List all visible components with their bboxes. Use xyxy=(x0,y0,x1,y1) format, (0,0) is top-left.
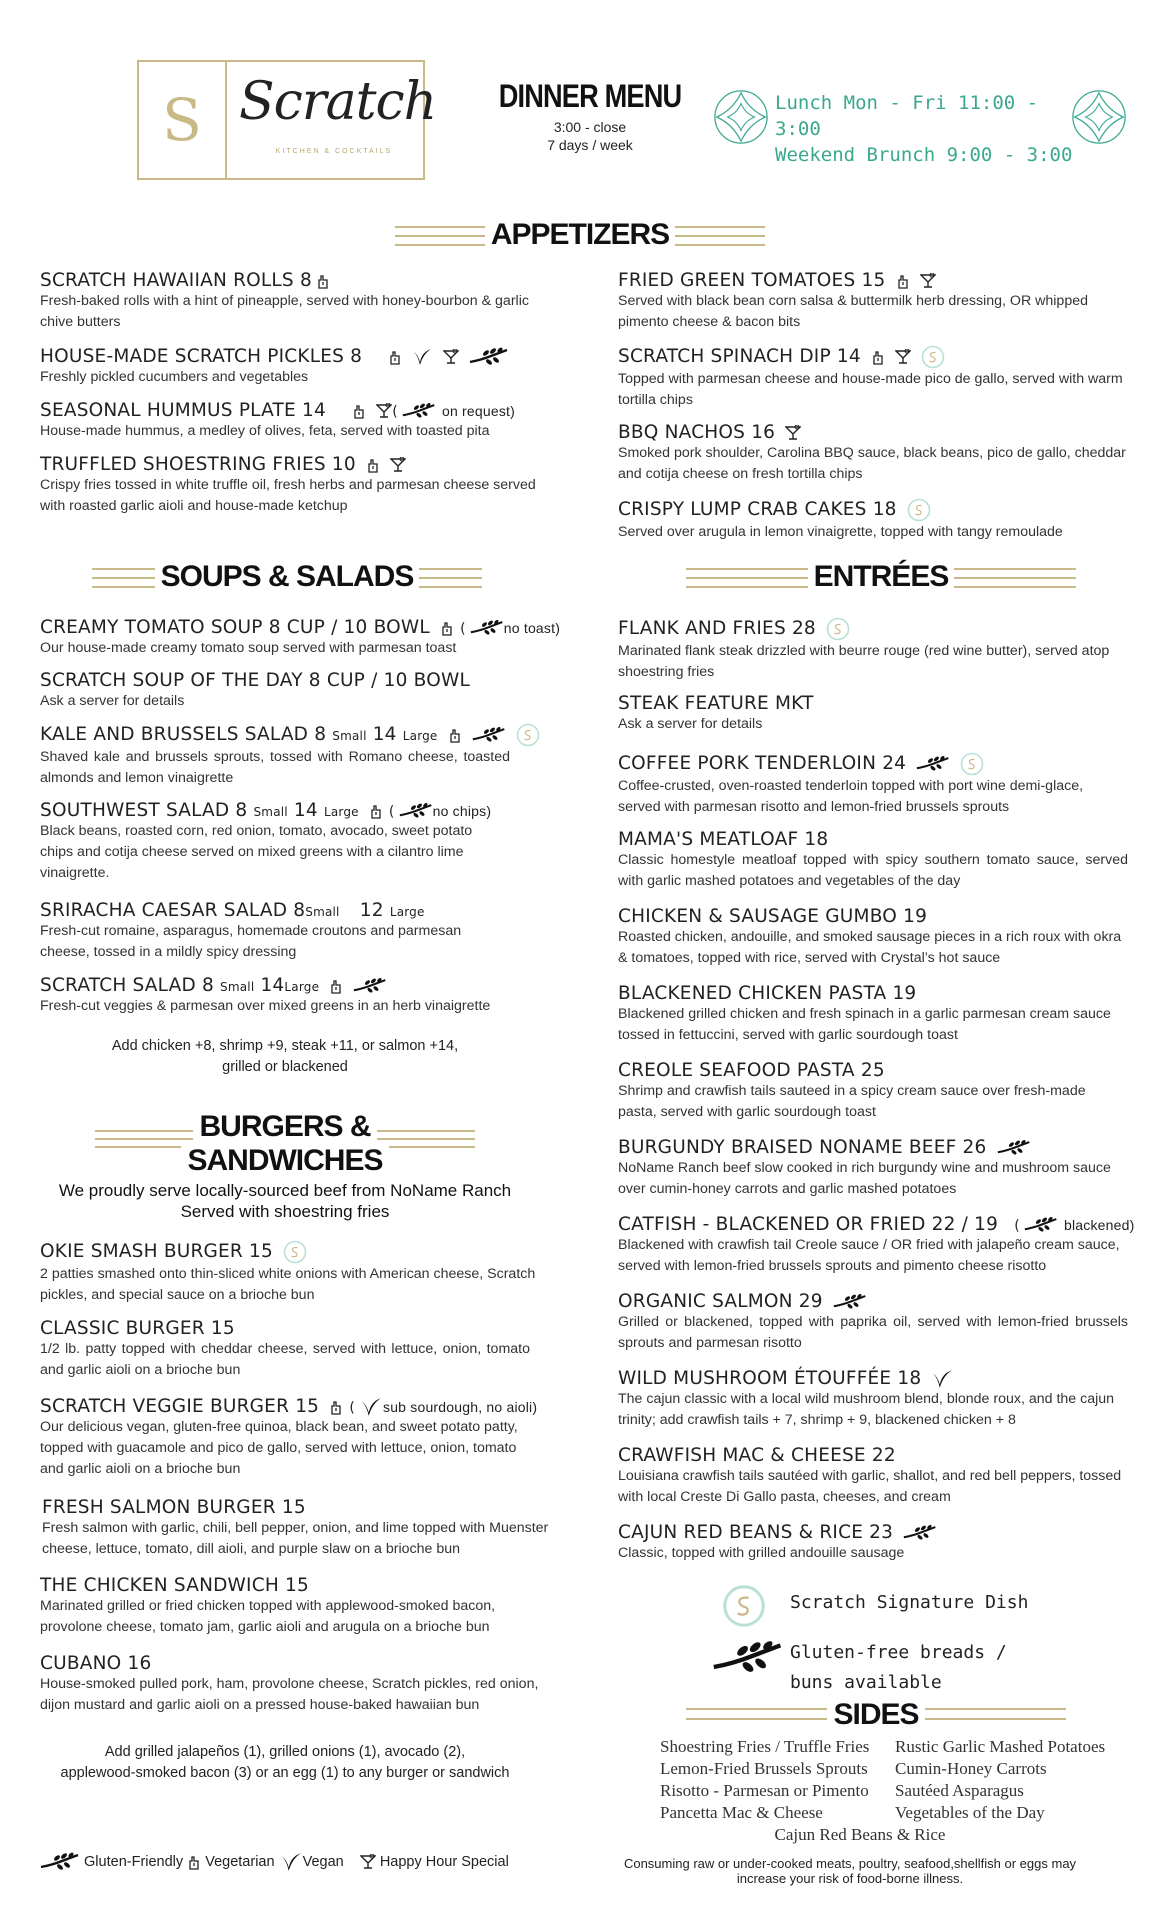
item-name: CRISPY LUMP CRAB CAKES 18 xyxy=(618,499,897,520)
item-note: sub sourdough, no aioli) xyxy=(383,1399,538,1415)
vegetarian-icon xyxy=(352,403,366,419)
lunch-hours: Lunch Mon - Fri 11:00 - 3:00 xyxy=(775,92,1039,140)
vegetarian-icon xyxy=(388,349,402,365)
list-item: Sautéed Asparagus xyxy=(895,1781,1024,1800)
signature-dish-icon xyxy=(826,617,850,641)
signature-dish-icon xyxy=(960,752,984,776)
item-name: ORGANIC SALMON 29 xyxy=(618,1291,823,1312)
menu-item xyxy=(40,1575,540,1638)
menu-item: CREAMY TOMATO SOUP 8 CUP / 10 BOWL ( no toast) Our house-made creamy tomato soup served with parmesan toast xyxy=(40,617,560,659)
item-description: Coffee-crusted, oven-roasted tenderloin topped with port wine demi-glace, served with parmesan risotto and lemon-fried brussels sprouts xyxy=(618,778,1084,815)
size-small: Small xyxy=(220,980,255,994)
burgers-intro: We proudly serve locally-sourced beef from NoName Ranch Served with shoestring fries xyxy=(58,1181,512,1221)
menu-item xyxy=(40,1240,540,1306)
item-name: MAMA'S MEATLOAF 18 xyxy=(618,829,829,850)
salad-addons: Add chicken +8, shrimp +9, steak +11, or salmon +14, grilled or blackened xyxy=(111,1038,459,1075)
item-note: no chips) xyxy=(432,803,492,819)
menu-item: SEASONAL HUMMUS PLATE 14 ( on request) House-made hummus, a medley of olives, feta, served with toasted pita xyxy=(40,400,560,442)
item-description: Blackened with crawfish tail Creole sauce / OR fried with jalapeño cream sauce, served with lemon-fried brussels sprouts and pimento cheese risotto xyxy=(618,1237,1120,1274)
page-title: DINNER MENU xyxy=(498,78,682,114)
item-description: Marinated flank steak drizzled with beurre rouge (red wine butter), served atop shoestring fries xyxy=(618,643,1110,680)
menu-item xyxy=(618,906,1128,969)
item-name: SCRATCH HAWAIIAN ROLLS 8 xyxy=(40,270,312,291)
item-name: CRAWFISH MAC & CHEESE 22 xyxy=(618,1445,896,1466)
item-description: Marinated grilled or fried chicken topped with applewood-smoked bacon, provolone cheese, tomato jam, garlic aioli and arugula on a brioche bun xyxy=(40,1598,496,1635)
menu-item xyxy=(40,1318,530,1381)
menu-item xyxy=(618,983,1128,1046)
menu-item xyxy=(618,422,1128,485)
lunch-brunch-hours xyxy=(775,90,1075,168)
item-name: CUBANO 16 xyxy=(40,1653,152,1674)
item-name: SCRATCH SALAD 8 xyxy=(40,975,214,996)
vegetarian-icon xyxy=(871,349,885,365)
vegan-icon xyxy=(279,1852,303,1872)
menu-item xyxy=(618,1060,1128,1123)
menu-item xyxy=(618,1368,1128,1431)
section-heading-sides: SIDES xyxy=(686,1698,1066,1732)
logo-tagline: KITCHEN & COCKTAILS xyxy=(275,148,393,155)
item-description: Classic, topped with grilled andouille sausage xyxy=(618,1545,905,1561)
section-heading-burgers: BURGERS & SANDWICHES xyxy=(95,1110,475,1182)
list-item: Shoestring Fries / Truffle Fries xyxy=(660,1737,870,1756)
item-name: SRIRACHA CAESAR SALAD xyxy=(40,900,288,921)
signature-dish-icon xyxy=(283,1240,307,1264)
happy-hour-icon xyxy=(920,273,936,289)
item-name: BBQ NACHOS 16 xyxy=(618,422,776,443)
item-description: Crispy fries tossed in white truffle oil, fresh herbs and parmesan cheese served with roasted garlic aioli and house-made ketchup xyxy=(40,477,536,514)
item-description: Served over arugula in lemon vinaigrette, topped with tangy remoulade xyxy=(618,524,1063,540)
item-description: The cajun classic with a local wild mushroom blend, blonde roux, and the cajun trinity; add crawfish tails + 7, shrimp + 9, blackened chicken + 8 xyxy=(618,1391,1115,1428)
logo-divider xyxy=(225,62,227,178)
menu-item xyxy=(618,693,1128,735)
menu-item xyxy=(618,270,1128,333)
item-name: SCRATCH VEGGIE BURGER 15 xyxy=(40,1396,320,1417)
size-small: Small xyxy=(332,729,367,743)
vegan-icon xyxy=(412,348,432,366)
vegan-icon xyxy=(931,1369,953,1389)
menu-item xyxy=(40,454,560,517)
item-name: CREOLE SEAFOOD PASTA 25 xyxy=(618,1060,885,1081)
item-description: Fresh-cut veggies & parmesan over mixed greens in an herb vinaigrette xyxy=(40,998,491,1014)
gluten-friendly-icon xyxy=(469,347,509,367)
item-name: THE CHICKEN SANDWICH 15 xyxy=(40,1575,309,1596)
item-name: OKIE SMASH BURGER 15 xyxy=(40,1241,274,1262)
item-name: TRUFFLED SHOESTRING FRIES 10 xyxy=(40,454,356,475)
gluten-friendly-icon xyxy=(1024,1216,1058,1234)
price-large: 14 xyxy=(372,724,397,745)
item-name: CLASSIC BURGER 15 xyxy=(40,1318,235,1339)
menu-item xyxy=(40,975,510,1017)
gluten-friendly-icon xyxy=(997,1139,1031,1157)
item-name: COFFEE PORK TENDERLOIN 24 xyxy=(618,753,907,774)
menu-item xyxy=(40,900,510,963)
menu-item xyxy=(618,752,1128,818)
item-description: Our house-made creamy tomato soup served with parmesan toast xyxy=(40,640,457,656)
menu-item xyxy=(618,1445,1128,1508)
size-large: Large xyxy=(323,805,359,819)
item-description: Blackened grilled chicken and fresh spinach in a garlic parmesan cream sauce tossed in fettuccini, served with garlic sourdough toast xyxy=(618,1006,1111,1043)
ornament-right-icon xyxy=(1070,88,1128,146)
item-name: CAJUN RED BEANS & RICE 23 xyxy=(618,1522,894,1543)
price-large: 14 xyxy=(260,975,285,996)
logo-monogram: S xyxy=(162,86,202,154)
gluten-friendly-icon xyxy=(40,1852,80,1872)
list-item: Rustic Garlic Mashed Potatoes xyxy=(895,1737,1106,1756)
menu-item xyxy=(618,617,1128,683)
item-name: HOUSE-MADE SCRATCH PICKLES 8 xyxy=(40,346,363,367)
hours-block xyxy=(470,118,710,154)
section-heading-appetizers: APPETIZERS xyxy=(395,218,765,252)
list-item: Pancetta Mac & Cheese xyxy=(660,1803,823,1822)
item-description: Grilled or blackened, topped with paprika oil, served with lemon-fried brussels sprouts and parmesan risotto xyxy=(618,1314,1128,1351)
food-safety-disclaimer: Consuming raw or under-cooked meats, poultry, seafood,shellfish or eggs may increase your risk of food-borne illness. xyxy=(623,1856,1077,1886)
item-name: BLACKENED CHICKEN PASTA 19 xyxy=(618,983,917,1004)
item-name: KALE AND BRUSSELS SALAD 8 xyxy=(40,724,327,745)
key-gluten-free-label: Gluten-free breads / buns available xyxy=(790,1642,1007,1693)
item-note: on request) xyxy=(441,403,516,419)
item-description: Fresh-cut romaine, asparagus, homemade croutons and parmesan cheese, tossed in a mildly spicy dressing xyxy=(40,923,462,960)
logo xyxy=(137,60,437,180)
item-name: SOUTHWEST SALAD 8 xyxy=(40,800,248,821)
vegetarian-icon xyxy=(366,457,380,473)
list-item: Cumin-Honey Carrots xyxy=(895,1759,1047,1778)
menu-item xyxy=(40,270,560,333)
price-large: 12 xyxy=(359,900,384,921)
size-small: Small xyxy=(253,805,288,819)
menu-item xyxy=(40,1653,550,1716)
menu-item xyxy=(40,723,510,789)
price-large: 14 xyxy=(293,800,318,821)
sides-list-left xyxy=(660,1736,890,1824)
gluten-friendly-icon xyxy=(833,1293,867,1311)
happy-hour-icon xyxy=(360,1854,376,1870)
item-name: CREAMY TOMATO SOUP 8 CUP / 10 BOWL xyxy=(40,617,430,638)
item-name: SCRATCH SOUP OF THE DAY 8 CUP / 10 BOWL xyxy=(40,670,470,691)
item-description: House-made hummus, a medley of olives, feta, served with toasted pita xyxy=(40,423,490,439)
vegetarian-icon xyxy=(329,978,343,994)
size-large: Large xyxy=(402,729,438,743)
size-small: Small xyxy=(305,905,340,919)
gluten-friendly-icon xyxy=(470,619,504,637)
gluten-friendly-icon xyxy=(916,755,950,773)
item-description: Ask a server for details xyxy=(618,716,763,732)
gluten-friendly-icon xyxy=(353,977,387,995)
item-description: House-smoked pulled pork, ham, provolone cheese, Scratch pickles, red onion, dijon mustard and garlic aioli on a pressed house-baked hawaiian bun xyxy=(40,1676,539,1713)
menu-item xyxy=(618,345,1128,411)
section-heading-entrees: ENTRÉES xyxy=(686,560,1076,594)
item-name: FRIED GREEN TOMATOES 15 xyxy=(618,270,886,291)
hours-days: 7 days / week xyxy=(547,137,633,153)
key-signature-label: Scratch Signature Dish xyxy=(790,1592,1029,1613)
item-description: Fresh salmon with garlic, chili, bell pepper, onion, and lime topped with Muenster cheese, lettuce, tomato, dill aioli, and purple slaw on a brioche bun xyxy=(42,1520,549,1557)
gluten-friendly-icon xyxy=(712,1640,784,1676)
item-name: CHICKEN & SAUSAGE GUMBO 19 xyxy=(618,906,928,927)
menu-item xyxy=(618,1522,1128,1564)
vegetarian-icon xyxy=(329,1399,343,1415)
vegetarian-icon xyxy=(187,1854,201,1870)
menu-item: SCRATCH VEGGIE BURGER 15 ( sub sourdough, no aioli) Our delicious vegan, gluten-free quinoa, black bean, and sweet potato patty, topped with guacamole and pico de gallo, served with lettuce, onion, tomato and garlic aioli on a brioche bun xyxy=(40,1396,540,1480)
size-large: Large xyxy=(389,905,425,919)
list-item: Lemon-Fried Brussels Sprouts xyxy=(660,1759,868,1778)
item-description: 2 patties smashed onto thin-sliced white onions with American cheese, Scratch pickles, and special sauce on a brioche bun xyxy=(40,1266,536,1303)
item-description: Our delicious vegan, gluten-free quinoa, black bean, and sweet potato patty, topped with guacamole and pico de gallo, served with lettuce, onion, tomato and garlic aioli on a brioche bun xyxy=(40,1419,518,1477)
vegetarian-icon xyxy=(369,803,383,819)
ornament-left-icon xyxy=(712,88,770,146)
menu-item xyxy=(40,670,560,712)
item-description: Roasted chicken, andouille, and smoked sausage pieces in a rich roux with okra & tomatoes, topped with rice, served with Crystal’s hot sauce xyxy=(618,929,1122,966)
price-small: 8 xyxy=(293,900,306,921)
happy-hour-icon xyxy=(443,349,459,365)
item-name: BURGUNDY BRAISED NONAME BEEF 26 xyxy=(618,1137,987,1158)
item-name: FLANK AND FRIES 28 xyxy=(618,618,816,639)
gluten-friendly-icon xyxy=(399,802,433,820)
happy-hour-icon xyxy=(895,349,911,365)
happy-hour-icon xyxy=(785,425,801,441)
happy-hour-icon xyxy=(376,403,392,419)
list-item: Risotto - Parmesan or Pimento xyxy=(660,1781,869,1800)
vegetarian-icon xyxy=(316,273,330,289)
item-note: no toast) xyxy=(503,620,561,636)
item-description: 1/2 lb. patty topped with cheddar cheese, served with lettuce, onion, tomato and garlic aioli on a brioche bun xyxy=(40,1341,530,1378)
signature-dish-icon xyxy=(907,498,931,522)
size-large: Large xyxy=(284,980,320,994)
item-description: Smoked pork shoulder, Carolina BBQ sauce, black beans, pico de gallo, cheddar and cotija cheese on fresh tortilla chips xyxy=(618,445,1126,482)
menu-item: CATFISH - BLACKENED OR FRIED 22 / 19 ( blackened) Blackened with crawfish tail Creole sauce / OR fried with jalapeño cream sauce, served with lemon-fried brussels sprouts and pimento cheese risotto xyxy=(618,1214,1128,1277)
item-name: SEASONAL HUMMUS PLATE 14 xyxy=(40,400,326,421)
item-description: Fresh-baked rolls with a hint of pineapple, served with honey-bourbon & garlic chive butters xyxy=(40,293,529,330)
vegetarian-icon xyxy=(448,727,462,743)
vegan-icon xyxy=(359,1397,383,1417)
item-description: NoName Ranch beef slow cooked in rich burgundy wine and mushroom sauce over cumin-honey carrots and garlic mashed potatoes xyxy=(618,1160,1111,1197)
item-description: Topped with parmesan cheese and house-made pico de gallo, served with warm tortilla chips xyxy=(618,371,1123,408)
item-description: Freshly pickled cucumbers and vegetables xyxy=(40,369,309,385)
signature-dish-icon xyxy=(516,723,540,747)
list-item: Vegetables of the Day xyxy=(895,1803,1045,1822)
signature-dish-icon xyxy=(921,345,945,369)
menu-item xyxy=(42,1497,552,1560)
item-description: Shaved kale and brussels sprouts, tossed with Romano cheese, toasted almonds and lemon vinaigrette xyxy=(40,749,510,786)
item-name: WILD MUSHROOM ÉTOUFFÉE 18 xyxy=(618,1368,922,1389)
menu-item xyxy=(40,346,560,388)
item-description: Louisiana crawfish tails sautéed with garlic, shallot, and red bell peppers, tossed with local Creste Di Gallo pasta, cheeses, and cream xyxy=(618,1468,1122,1505)
item-description: Served with black bean corn salsa & buttermilk herb dressing, OR whipped pimento cheese & bacon bits xyxy=(618,293,1088,330)
item-description: Shrimp and crawfish tails sauteed in a spicy cream sauce over fresh-made pasta, served with garlic sourdough toast xyxy=(618,1083,1086,1120)
item-name: STEAK FEATURE MKT xyxy=(618,693,814,714)
menu-item xyxy=(618,498,1128,543)
gluten-friendly-icon xyxy=(903,1524,937,1542)
item-description: Ask a server for details xyxy=(40,693,185,709)
sides-list-last: Cajun Red Beans & Rice xyxy=(774,1825,946,1844)
vegetarian-icon xyxy=(440,620,454,636)
burger-addons: Add grilled jalapeños (1), grilled onions (1), avocado (2), applewood-smoked bacon (3) or an egg (1) to any burger or sandwich xyxy=(60,1744,510,1781)
hours-time: 3:00 - close xyxy=(553,119,627,135)
icon-legend: Gluten-Friendly Vegetarian Vegan Happy Hour Special xyxy=(40,1852,560,1872)
vegetarian-icon xyxy=(896,273,910,289)
item-description: Black beans, roasted corn, red onion, tomato, avocado, sweet potato chips and cotija cheese served on mixed greens with a cilantro lime vinaigrette. xyxy=(40,823,473,881)
sides-list-right xyxy=(895,1736,1135,1824)
logo-wordmark: Scratch xyxy=(239,72,437,132)
signature-dish-icon xyxy=(722,1584,766,1628)
menu-item xyxy=(618,1291,1128,1354)
item-name: FRESH SALMON BURGER 15 xyxy=(42,1497,306,1518)
menu-item xyxy=(618,1137,1128,1200)
item-name: SCRATCH SPINACH DIP 14 xyxy=(618,346,861,367)
menu-item: SOUTHWEST SALAD 8 Small 14 Large ( no chips) Black beans, roasted corn, red onion, tomato, avocado, sweet potato chips and cotija cheese served on mixed greens with a cilantro lime vinaigrette. xyxy=(40,800,480,884)
menu-item xyxy=(618,829,1128,892)
brunch-hours: Weekend Brunch 9:00 - 3:00 xyxy=(775,144,1073,166)
item-name: CATFISH - BLACKENED OR FRIED 22 / 19 xyxy=(618,1214,999,1235)
gluten-friendly-icon xyxy=(472,726,506,744)
section-heading-soups-salads: SOUPS & SALADS xyxy=(92,560,482,594)
item-description: Classic homestyle meatloaf topped with spicy southern tomato sauce, served with garlic mashed potatoes and vegetables of the day xyxy=(618,852,1128,889)
gluten-friendly-icon xyxy=(402,402,436,420)
happy-hour-icon xyxy=(390,457,406,473)
item-note: blackened) xyxy=(1063,1217,1135,1233)
